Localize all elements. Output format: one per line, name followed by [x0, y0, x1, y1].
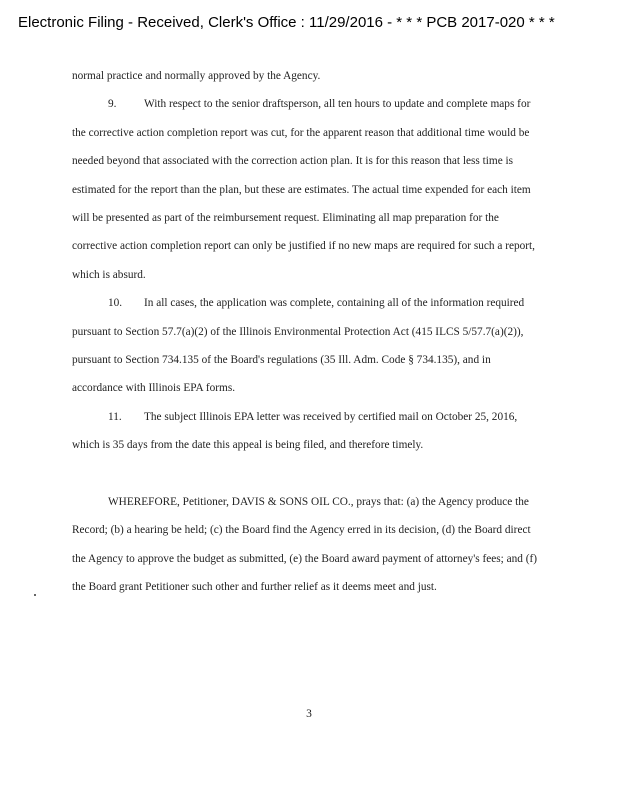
- continuation-text: normal practice and normally approved by the Agency.: [72, 70, 321, 82]
- paragraph-9: [72, 90, 544, 289]
- scan-speck: [34, 594, 36, 596]
- paragraph-spacer: [72, 460, 544, 488]
- paragraph-text: The subject Illinois EPA letter was received by certified mail on October 25, 2016, which is 35 days from the date this appeal is being filed, and therefore timely.: [72, 410, 518, 452]
- document-body: [72, 62, 544, 602]
- paragraph-10: [72, 289, 544, 403]
- paragraph-text: With respect to the senior draftsperson, all ten hours to update and complete maps for the corrective action completion report was cut, for the apparent reason that additional time would be needed beyond that associated with the correction action plan. It is for this reason that less time is estimated for the report than the plan, but these are estimates. The actual time expended for each item will be presented as part of the reimbursement request. Eliminating all map preparation for the corrective action completion report can only be justified if no new maps are required for such a report, which is absurd.: [72, 98, 535, 281]
- wherefore-clause: WHEREFORE, Petitioner, DAVIS & SONS OIL CO., prays that: (a) the Agency produce the Record; (b) a hearing be held; (c) the Board find the Agency erred in its decision, (d) the Board direct the Agency to approve the budget as submitted, (e) the Board award payment of attorney's fees; and (f) the Board grant Petitioner such other and further relief as it deems meet and just.: [72, 496, 538, 594]
- paragraph-11: [72, 403, 544, 460]
- paragraph-number: 10.: [108, 297, 123, 310]
- paragraph-text: In all cases, the application was complete, containing all of the information required pursuant to Section 57.7(a)(2) of the Illinois Environmental Protection Act (415 ILCS 5/57.7(a)(2)), pursuant to Section 734.135 of the Board's regulations (35 Ill. Adm. Code § 734.135), and in accordance with Illinois EPA forms.: [72, 297, 525, 395]
- paragraph-number: 9.: [108, 98, 117, 111]
- filing-stamp-header: Electronic Filing - Received, Clerk's Office : 11/29/2016 - * * * PCB 2017-020 * * *: [18, 14, 555, 31]
- paragraph-number: 11.: [108, 410, 122, 423]
- page-number: 3: [306, 708, 312, 720]
